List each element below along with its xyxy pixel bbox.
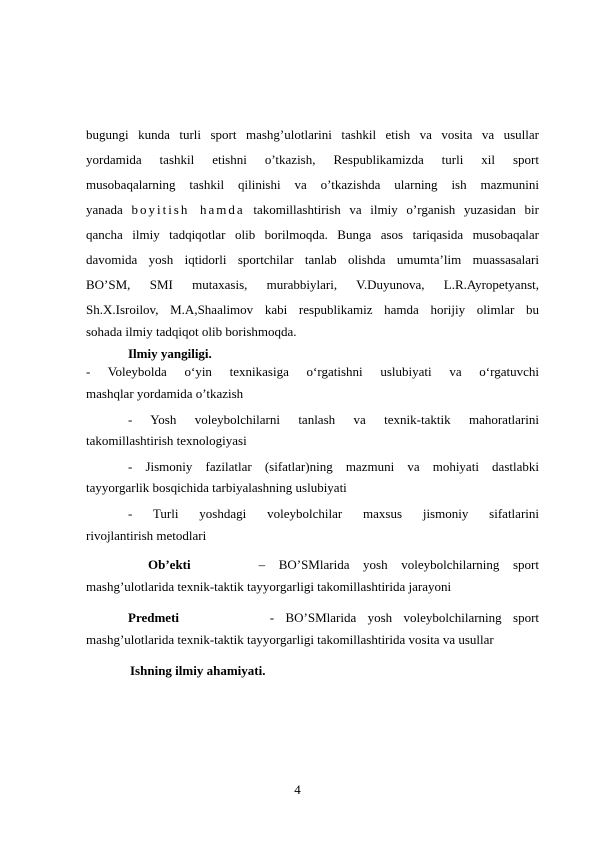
novelty-item-line: tayyorgarlik bosqichida tarbiyalashning uslubiyati <box>86 480 347 495</box>
paragraph-line: yanada boyitish hamda takomillashtirish va ilmiy o’rganish yuzasidan bir <box>86 202 539 217</box>
section-heading-significance: Ishning ilmiy ahamiyati. <box>130 663 266 678</box>
object-line: Ob’ekti – BO’SMlarida yosh voleybolchilarning sport <box>148 557 539 572</box>
novelty-item-line: - Voleybolda o‘yin texnikasiga o‘rgatishni uslubiyati va o‘rgatuvchi <box>86 364 539 379</box>
paragraph-line: Sh.X.Isroilov, M.A,Shaalimov kabi respublikamiz hamda horijiy olimlar bu <box>86 302 539 317</box>
novelty-item-line: - Yosh voleybolchilarni tanlash va texnik-taktik mahoratlarini <box>128 412 539 427</box>
subject-label: Predmeti <box>128 610 180 625</box>
subject-line: mashg’ulotlarida texnik-taktik tayyorgarligi takomillashtirida vosita va usullar <box>86 632 494 647</box>
novelty-item-line: - Turli yoshdagi voleybolchilar maxsus jismoniy sifatlarini <box>128 506 539 521</box>
novelty-item-line: mashqlar yordamida o’tkazish <box>86 386 244 401</box>
page-number: 4 <box>294 782 301 797</box>
object-label: Ob’ekti <box>148 557 191 572</box>
spaced-emphasis: boyitish hamda <box>131 202 245 217</box>
paragraph-line: BO’SM, SMI mutaxasis, murabbiylari, V.Duyunova, L.R.Ayropetyanst, <box>86 277 539 292</box>
novelty-item-line: takomillashtirish texnologiyasi <box>86 433 247 448</box>
paragraph-line: yordamida tashkil etishni o’tkazish, Respublikamizda turli xil sport <box>86 152 539 167</box>
paragraph-line: qancha ilmiy tadqiqotlar olib borilmoqda. Bunga asos tariqasida musobaqalar <box>86 227 539 242</box>
paragraph-line: davomida yosh iqtidorli sportchilar tanlab olishda umumta’lim muassasalari <box>86 252 539 267</box>
novelty-item-line: rivojlantirish metodlari <box>86 528 207 543</box>
section-heading-novelty: Ilmiy yangiligi. <box>128 346 212 361</box>
paragraph-line: sohada ilmiy tadqiqot olib borishmoqda. <box>86 324 297 339</box>
paragraph-line: musobaqalarning tashkil qilinishi va o’tkazishda ularning ish mazmunini <box>86 177 539 192</box>
paragraph-line: bugungi kunda turli sport mashg’ulotlarini tashkil etish va vosita va usullar <box>86 127 539 142</box>
subject-line: Predmeti - BO’SMlarida yosh voleybolchilarning sport <box>128 610 540 625</box>
novelty-item-line: - Jismoniy fazilatlar (sifatlar)ning mazmuni va mohiyati dastlabki <box>128 459 539 474</box>
object-line: mashg’ulotlarida texnik-taktik tayyorgarligi takomillashtirida jarayoni <box>86 579 452 594</box>
